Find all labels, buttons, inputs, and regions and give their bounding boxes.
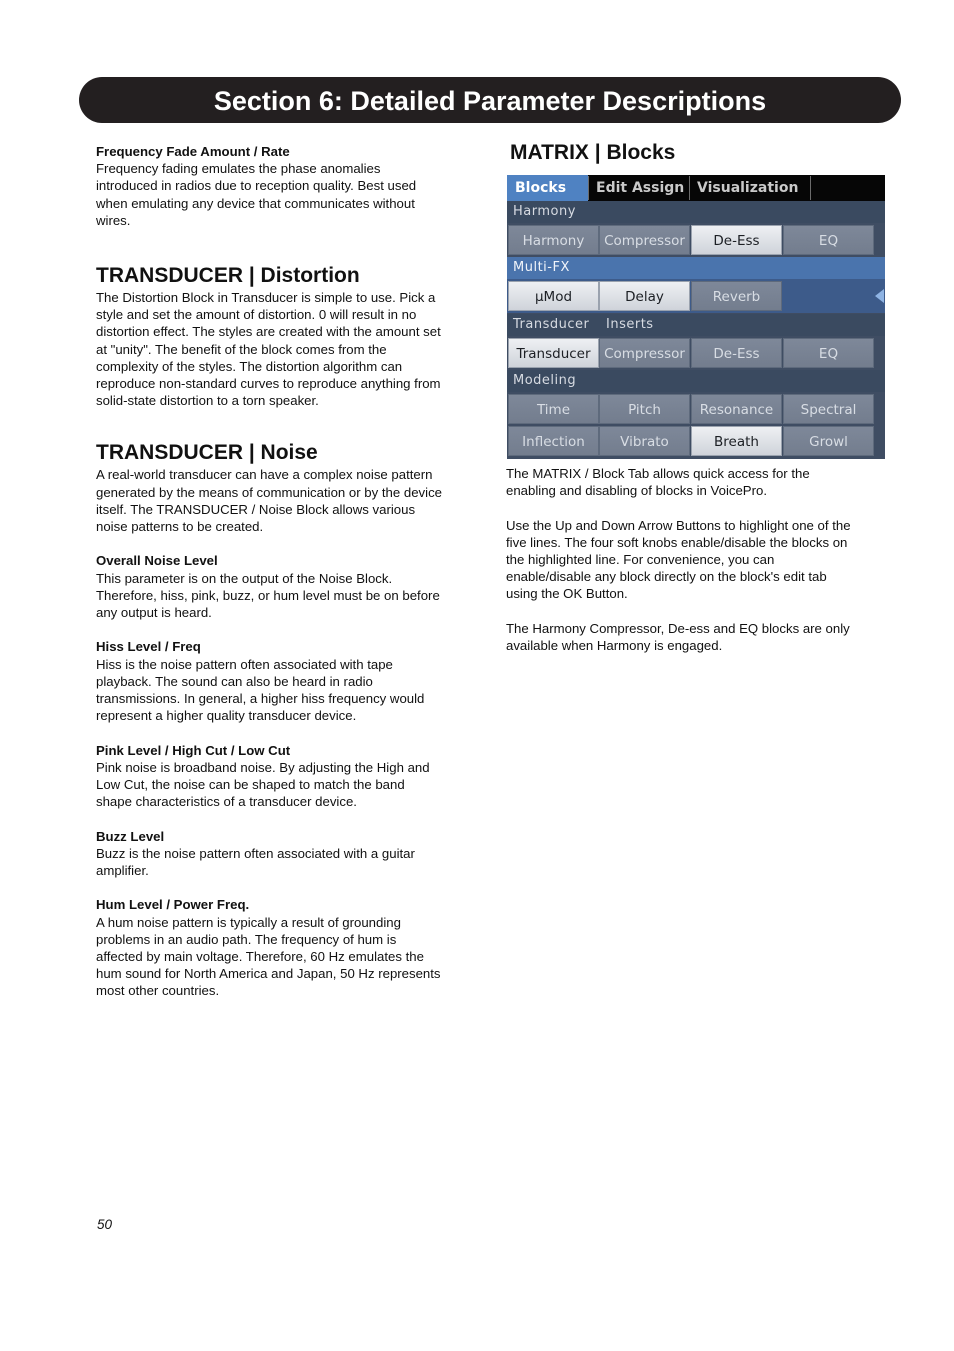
overall-noise-heading: Overall Noise Level xyxy=(96,553,218,569)
block-button-de-ess[interactable]: De-Ess xyxy=(691,225,782,255)
row-label-text: Harmony xyxy=(513,204,576,219)
hum-heading: Hum Level / Power Freq. xyxy=(96,897,250,913)
distortion-text xyxy=(96,289,480,409)
text-line: at "unity". The benefit of the block comes from the xyxy=(96,341,387,357)
distortion-title: TRANSDUCER | Distortion xyxy=(96,264,360,288)
text-line: style and set the amount of distortion. 0 will result in no xyxy=(96,307,417,323)
row-label-text: Multi-FX xyxy=(513,260,570,275)
text-line: playback. The sound can also be heard in radio xyxy=(96,673,373,689)
block-button-breath[interactable]: Breath xyxy=(691,426,782,456)
text-line: introduced in radios due to reception quality. Best used xyxy=(96,178,417,194)
block-button-compressor[interactable]: Compressor xyxy=(599,338,690,368)
text-line: This parameter is on the output of the Noise Block. xyxy=(96,570,393,586)
block-button-de-ess[interactable]: De-Ess xyxy=(691,338,782,368)
text-line: The Distortion Block in Transducer is simple to use. Pick a xyxy=(96,290,436,306)
text-line: five lines. The four soft knobs enable/disable the blocks on xyxy=(506,534,848,550)
block-button--mod[interactable]: µMod xyxy=(508,281,599,311)
block-button-transducer[interactable]: Transducer xyxy=(508,338,599,368)
block-button-growl[interactable]: Growl xyxy=(783,426,874,456)
freq-fade-text xyxy=(96,160,480,229)
text-line: any output is heard. xyxy=(96,605,212,621)
block-button-spectral[interactable]: Spectral xyxy=(783,394,874,424)
text-line: Low Cut, the noise can be shaped to match the band xyxy=(96,777,405,793)
text-line: when emulating any device that communicates without xyxy=(96,195,415,211)
block-button-harmony[interactable]: Harmony xyxy=(508,225,599,255)
noise-title: TRANSDUCER | Noise xyxy=(96,441,318,465)
text-line: most other countries. xyxy=(96,983,220,999)
text-line: A real-world transducer can have a complex noise pattern xyxy=(96,467,433,483)
block-button-eq[interactable]: EQ xyxy=(783,225,874,255)
overall-noise-text xyxy=(96,570,480,622)
tab-visualization[interactable]: Visualization xyxy=(697,180,799,196)
text-line: generated by the means of communication or by the device xyxy=(96,484,443,500)
text-line: The Harmony Compressor, De-ess and EQ blocks are only xyxy=(506,620,850,636)
matrix-title: MATRIX | Blocks xyxy=(510,141,676,164)
text-line: itself. The TRANSDUCER / Noise Block allows various xyxy=(96,501,416,517)
text-line: Pink noise is broadband noise. By adjusting the High and xyxy=(96,759,430,775)
buzz-heading: Buzz Level xyxy=(96,828,165,844)
hum-text xyxy=(96,914,480,1000)
freq-fade-heading: Frequency Fade Amount / Rate xyxy=(96,144,290,159)
block-button-time[interactable]: Time xyxy=(508,394,599,424)
block-button-pitch[interactable]: Pitch xyxy=(599,394,690,424)
text-line: available when Harmony is engaged. xyxy=(506,638,723,653)
text-line: Use the Up and Down Arrow Buttons to highlight one of the xyxy=(506,517,851,533)
row-label-2 xyxy=(507,314,885,336)
text-line: noise patterns to be created. xyxy=(96,519,264,535)
section-banner xyxy=(79,77,901,123)
text-line: distortion effect. The styles are created with the amount set xyxy=(96,324,441,340)
matrix-para-1 xyxy=(506,465,890,499)
text-line: using the OK Button. xyxy=(506,586,628,602)
text-line: Frequency fading emulates the phase anomalies xyxy=(96,161,381,177)
block-button-inflection[interactable]: Inflection xyxy=(508,426,599,456)
tab-bar xyxy=(507,175,885,201)
hiss-text xyxy=(96,656,480,725)
row-label-1 xyxy=(507,257,885,279)
text-line: transmissions. In general, a higher hiss frequency would xyxy=(96,691,425,707)
tab-separator xyxy=(810,176,811,200)
pink-text xyxy=(96,759,480,811)
text-line: A hum noise pattern is typically a result of grounding xyxy=(96,914,401,930)
row-label-text: Inserts xyxy=(606,317,654,332)
text-line: Buzz is the noise pattern often associated with a guitar xyxy=(96,845,415,861)
text-line: problems in an audio path. The frequency of hum is xyxy=(96,931,397,947)
row-label-text: Modeling xyxy=(513,373,577,388)
pink-heading: Pink Level / High Cut / Low Cut xyxy=(96,742,291,758)
text-line: shape characteristics of a transducer device. xyxy=(96,794,357,810)
hiss-heading: Hiss Level / Freq xyxy=(96,639,201,655)
tab-blocks[interactable]: Blocks xyxy=(507,175,588,201)
row-label-3 xyxy=(507,370,885,392)
selection-arrow-icon xyxy=(875,289,884,303)
text-line: reproduce non-standard curves to reproduce anything from xyxy=(96,376,441,392)
text-line: enable/disable any block directly on the block's edit tab xyxy=(506,569,827,585)
text-line: Therefore, hiss, pink, buzz, or hum level must be on before xyxy=(96,587,440,603)
text-line: hum sound for North America and Japan, 50 Hz represents xyxy=(96,966,441,982)
block-button-resonance[interactable]: Resonance xyxy=(691,394,782,424)
block-button-eq[interactable]: EQ xyxy=(783,338,874,368)
block-button-compressor[interactable]: Compressor xyxy=(599,225,690,255)
row-label-0 xyxy=(507,201,885,223)
tab-edit-assign[interactable]: Edit Assign xyxy=(596,180,685,196)
text-line: The MATRIX / Block Tab allows quick access for the xyxy=(506,466,810,481)
text-line: enabling and disabling of blocks in VoicePro. xyxy=(506,483,767,499)
text-line: represent a higher quality transducer device. xyxy=(96,708,357,724)
text-line: the highlighted line. For convenience, you can xyxy=(506,552,775,567)
tab-separator xyxy=(689,176,690,200)
matrix-para-2 xyxy=(506,517,890,603)
block-button-vibrato[interactable]: Vibrato xyxy=(599,426,690,456)
text-line: affected by main voltage. Therefore, 60 Hz emulates the xyxy=(96,949,424,965)
matrix-para-3 xyxy=(506,620,890,654)
matrix-blocks-screenshot xyxy=(507,175,885,459)
left-column xyxy=(96,143,480,1000)
block-button-delay[interactable]: Delay xyxy=(599,281,690,311)
buzz-text xyxy=(96,845,480,879)
text-line: Hiss is the noise pattern often associated with tape xyxy=(96,656,393,672)
page-number: 50 xyxy=(97,1217,113,1232)
section-title: Section 6: Detailed Parameter Descriptions xyxy=(213,86,767,116)
text-line: amplifier. xyxy=(96,863,149,879)
block-button-reverb[interactable]: Reverb xyxy=(691,281,782,311)
tab-separator xyxy=(588,176,589,200)
right-column xyxy=(506,140,890,654)
text-line: solid-state distortion to a torn speaker. xyxy=(96,393,319,409)
text-line: wires. xyxy=(96,212,131,228)
noise-text xyxy=(96,466,480,535)
text-line: complexity of the styles. The distortion algorithm can xyxy=(96,358,403,374)
row-label-text: Transducer xyxy=(513,317,590,332)
